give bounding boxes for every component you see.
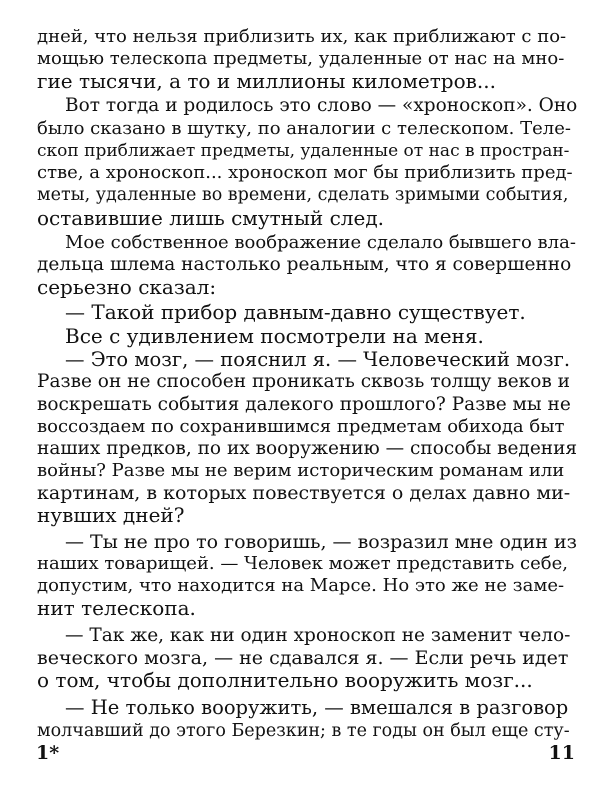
text-line: нувших дней? (37, 503, 185, 527)
text-line: меты, удаленные во времени, сделать зримыми события, (37, 185, 569, 205)
text-line: — Так же, как ни один хроноскоп не заменит чело- (65, 625, 571, 646)
text-line: серьезно сказал: (37, 275, 217, 299)
text-line: дельца шлема настолько реальным, что я совершенно (37, 254, 572, 275)
text-line: оставившие лишь смутный след. (37, 206, 385, 230)
text-line: скоп приближает предметы, удаленные от нас в простран- (37, 141, 570, 161)
page-number: 11 (548, 742, 575, 764)
signature-mark: 1* (36, 742, 60, 764)
text-line: наших товарищей. — Человек может представить себе, (37, 553, 568, 574)
text-line: нит телескопа. (37, 596, 196, 620)
text-line: — Это мозг, — пояснил я. — Человеческий мозг. (65, 348, 571, 371)
text-line: допустим, что находится на Марсе. Но это же не заме- (37, 575, 565, 596)
text-line: — Такой прибор давным-давно существует. (65, 300, 526, 324)
text-line: — Ты не про то говоришь, — возразил мне один из (65, 531, 577, 553)
text-line: войны? Разве мы не верим историческим романам или (37, 460, 565, 481)
text-line: веческого мозга, — не сдавался я. — Если речь идет (37, 647, 569, 669)
text-line: было сказано в шутку, по аналогии с телескопом. Теле- (37, 118, 571, 139)
page-text (37, 26, 577, 746)
text-line: Мое собственное воображение сделало бывшего вла- (65, 232, 576, 253)
text-line: гие тысячи, а то и миллионы километров... (37, 69, 496, 93)
text-line: Вот тогда и родилось это слово — «хроноскоп». Оно (65, 95, 578, 116)
text-line: — Не только вооружить, — вмешался в разговор (65, 696, 569, 719)
text-line: дней, что нельзя приблизить их, как приближают с по- (37, 26, 567, 47)
text-line: стве, а хроноскоп... хроноскоп мог бы приблизить пред- (37, 162, 573, 183)
text-line: Все с удивлением посмотрели на меня. (65, 324, 484, 348)
text-line: молчавший до этого Березкин; в те годы он был еще сту- (37, 721, 570, 741)
text-line: картинам, в которых повествуется о делах давно ми- (37, 482, 571, 504)
text-line: наших предков, по их вооружению — способы ведения (37, 438, 578, 459)
text-line: о том, чтобы дополнительно вооружить мозг... (37, 668, 533, 692)
text-line: воскрешать события далекого прошлого? Разве мы не (37, 394, 571, 415)
text-line: воссоздаем по сохранившимся предметам обихода быт (37, 416, 565, 437)
text-line: Разве он не способен проникать сквозь толщу веков и (37, 371, 570, 392)
text-line: мощью телескопа предметы, удаленные от нас на мно- (37, 48, 565, 69)
